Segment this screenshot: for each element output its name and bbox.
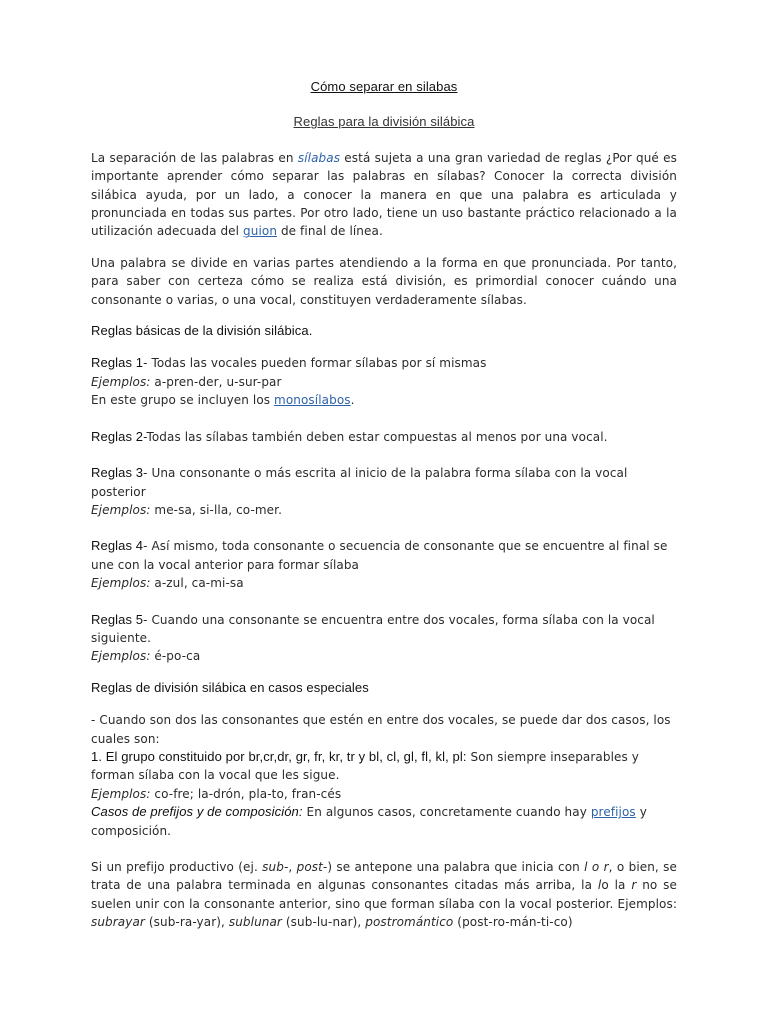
intro-paragraph (91, 149, 677, 241)
final-italic-sublunar: sublunar (228, 915, 282, 930)
rule-4 (91, 537, 677, 592)
special-item-1-text: Son siempre inseparables y forman sílaba con la vocal que les sigue. (91, 749, 639, 783)
final-text-4: , o bien, se trata de una palabra terminada en algunas consonantes citadas más arriba, la (91, 860, 677, 893)
rule-3-example-label: Ejemplos: (91, 502, 151, 517)
rule-2 (91, 428, 677, 446)
rule-1 (91, 354, 677, 409)
rule-1-example-label: Ejemplos: (91, 374, 151, 389)
intro-text-1: La separación de las palabras en (91, 150, 298, 165)
special-item-1-label: 1. El grupo constituido por br,cr,dr, gr, fr, kr, tr y bl, cl, gl, fl, kl, pl: (91, 748, 467, 764)
final-text-1: Si un prefijo productivo (ej. (91, 860, 263, 874)
second-paragraph: Una palabra se divide en varias partes atendiendo a la forma en que pronunciada. Por tanto, para saber con certeza cómo se realiza está división, es primordial conocer cuándo una consonante o varias, o una vocal, constituyen verdaderamente sílabas. (91, 255, 677, 307)
page-subtitle: Reglas para la división silábica (293, 114, 475, 130)
final-italic-post: post- (296, 860, 328, 874)
rule-2-text: -Todas las sílabas también deben estar compuestas al menos por una vocal. (143, 429, 608, 444)
rule-1-note-end: . (350, 393, 355, 408)
intro-text-3: de final de línea. (277, 224, 383, 239)
rule-5-example-text: é-po-ca (150, 649, 201, 664)
guion-link[interactable]: guion (243, 224, 278, 239)
rule-1-note-text: En este grupo se incluyen los (91, 393, 275, 408)
final-text-7: (sub-ra-yar), (144, 915, 229, 930)
final-italic-l: l (597, 878, 602, 893)
rule-1-label: Reglas 1 (91, 355, 144, 371)
rule-4-example-label: Ejemplos: (91, 576, 151, 591)
rule-1-text: - Todas las vocales pueden formar sílabas por sí mismas (143, 356, 487, 371)
special-intro: - Cuando son dos las consonantes que estén en entre dos vocales, se puede dar dos casos, los cuales son: (91, 713, 671, 746)
intro-text-2: está sujeta a una gran variedad de reglas ¿Por qué es importante aprender cómo separar las palabras en sílabas? Conocer la correcta división silábica ayuda, por un lado, a conocer la manera en que una palabra es articulada y pronunciada en todas sus partes. Por otro lado, tiene un uso bastante práctico relacionado a la utilización adecuada del (91, 150, 677, 239)
final-text-9: (post-ro-mán-ti-co) (453, 915, 573, 930)
rule-3 (91, 464, 677, 519)
rule-5-text: - Cuando una consonante se encuentra entre dos vocales, forma sílaba con la vocal siguiente. (91, 612, 655, 645)
final-italic-postromantico: postromántico (365, 915, 454, 930)
final-italic-sub: sub- (262, 860, 289, 874)
final-paragraph (91, 858, 677, 932)
final-text-3: ) se antepone una palabra que inicia con (327, 860, 585, 874)
heading-basic-rules: Reglas básicas de la división silábica. (91, 323, 313, 339)
special-example-label: Ejemplos: (91, 786, 151, 801)
rule-4-example-text: a-zul, ca-mi-sa (150, 576, 244, 591)
rule-4-text: - Así mismo, toda consonante o secuencia de consonante que se encuentre al final se une con la vocal anterior para formar sílaba (91, 539, 668, 572)
special-cases (91, 711, 677, 840)
final-text-8: (sub-lu-nar), (281, 915, 366, 930)
casos-prefijos-end: y composición. (91, 805, 647, 838)
final-italic-r: r (631, 878, 637, 893)
rule-5-example-label: Ejemplos: (91, 649, 151, 664)
rule-1-example-text: a-pren-der, u-sur-par (150, 374, 282, 389)
rule-3-text: - Una consonante o más escrita al inicio de la palabra forma sílaba con la vocal posterior (91, 466, 628, 499)
rule-4-label: Reglas 4 (91, 538, 144, 554)
final-text-5: o la (601, 878, 632, 893)
prefijos-link[interactable]: prefijos (590, 805, 636, 820)
rule-5-label: Reglas 5 (91, 611, 144, 627)
casos-prefijos-text: En algunos casos, concretamente cuando hay (302, 805, 591, 820)
final-italic-subrayar: subrayar (91, 915, 145, 930)
silabas-link[interactable]: sílabas (297, 150, 341, 165)
rule-2-label: Reglas 2 (91, 428, 144, 444)
final-text-6: no se suelen unir con la consonante anterior, sino que forman sílaba con la vocal posterior. Ejemplos: (91, 878, 677, 911)
rule-3-label: Reglas 3 (91, 465, 144, 481)
page-title: Cómo separar en silabas (310, 79, 458, 94)
casos-prefijos-label: Casos de prefijos y de composición: (91, 804, 303, 820)
heading-special-cases: Reglas de división silábica en casos especiales (91, 679, 369, 695)
monosilabos-link[interactable]: monosílabos (274, 393, 351, 408)
rule-5 (91, 611, 677, 666)
final-text-2: , (288, 860, 297, 874)
rule-3-example-text: me-sa, si-lla, co-mer. (150, 502, 283, 517)
special-example-text: co-fre; la-drón, pla-to, fran-cés (150, 786, 342, 801)
final-italic-lor: l o r (584, 860, 609, 874)
